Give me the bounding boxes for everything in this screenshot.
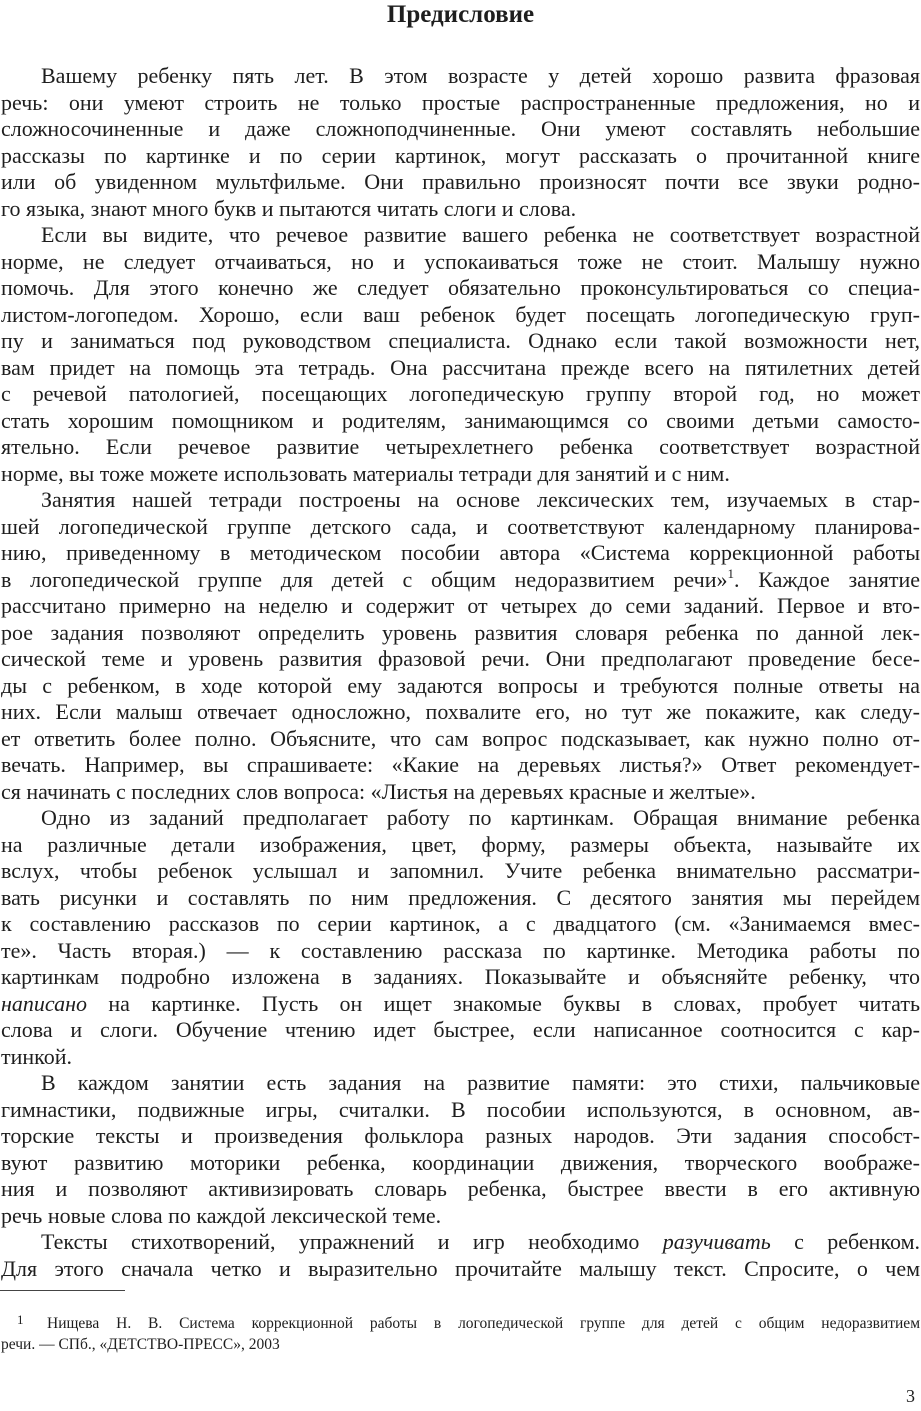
text-line: картинкам подробно изложена в заданиях. Показывайте и объясняйте ребенку, что xyxy=(1,964,920,989)
text-line: Для этого сначала четко и выразительно прочитайте малышу текст. Спросите, о чем xyxy=(1,1255,920,1281)
text-line: вам придет на помощь эта тетрадь. Она рассчитана прежде всего на пятилетних детей xyxy=(1,354,920,380)
text-line: вслух, чтобы ребенок услышал и запомнил. Учите ребенка внимательно рассматри- xyxy=(1,858,920,883)
text-line: Занятия нашей тетради построены на основе лексических тем, изучаемых в стар- xyxy=(41,487,920,512)
text-line xyxy=(1,991,920,1018)
text-line: рое задания позволяют определить уровень развития словаря ребенка по данной лек- xyxy=(1,619,920,645)
text-line: речь: они умеют строить не только простые распространенные предложения, но и xyxy=(1,89,920,115)
text-line: слова и слоги. Обучение чтению идет быстрее, если написанное соотносится с кар- xyxy=(1,1017,920,1042)
paragraph xyxy=(1,487,920,805)
text-line: них. Если малыш отвечает односложно, похвалите его, но тут же покажите, как следу- xyxy=(1,699,920,724)
text-line: или об увиденном мультфильме. Они правильно произносят почти все звуки родно- xyxy=(1,169,920,194)
paragraph xyxy=(1,222,920,487)
paragraph xyxy=(1,1229,920,1282)
text-line: рассказы по картинке и по серии картинок, могут рассказать о прочитанной книге xyxy=(1,142,920,168)
text-segment: на картинке. Пусть он ищет знакомые буквы в словах, пробует читать xyxy=(87,990,920,1016)
text-line: Одно из заданий предполагает работу по картинкам. Обращая внимание ребенка xyxy=(41,805,920,830)
text-line: к составлению рассказов по серии картинок, а с двадцатого (см. «Занимаемся вмес- xyxy=(1,911,920,936)
text-line: гимнастики, подвижные игры, считалки. В пособии используются, в основном, ав- xyxy=(1,1096,920,1122)
emphasis: разучивать xyxy=(662,1229,771,1254)
text-line: ятельно. Если речевое развитие четырехлетнего ребенка соответствует возрастной xyxy=(1,434,920,459)
page-title: Предисловие xyxy=(386,1,535,28)
text-segment: с ребенком. xyxy=(770,1229,920,1254)
text-line: шей логопедической группе детского сада, и соответствуют календарному планирова- xyxy=(1,513,920,539)
footnote-number xyxy=(1,1313,47,1334)
footnote-marker: 1 xyxy=(17,1313,24,1327)
text-line: сложносочиненные и даже сложноподчиненные. Они умеют составлять небольшие xyxy=(1,116,920,141)
paragraph xyxy=(1,63,920,222)
text-segment: в логопедической группе для детей с общим недоразвитием речи» xyxy=(1,566,728,592)
body-text xyxy=(1,63,920,1282)
text-line: В каждом занятии есть задания на развитие памяти: это стихи, пальчиковые xyxy=(41,1070,920,1095)
text-line: норме, вы тоже можете использовать материалы тетради для занятий и с ним. xyxy=(1,460,730,486)
text-line: помочь. Для этого конечно же следует обязательно проконсультироваться со специа- xyxy=(1,275,920,300)
footnote-line: речи. — СПб., «ДЕТСТВО-ПРЕСС», 2003 xyxy=(1,1336,280,1353)
paragraph xyxy=(1,805,920,1070)
footnote xyxy=(1,1313,920,1355)
text-line: стать хорошим помощником и родителям, занимающимся со своими детьми самосто- xyxy=(1,407,920,433)
text-line: ния и позволяют активизировать словарь ребенка, быстрее ввести в его активную xyxy=(1,1176,920,1201)
text-line: те». Часть вторая.) — к составлению рассказа по картинке. Методика работы по xyxy=(1,937,920,963)
text-line: Если вы видите, что речевое развитие вашего ребенка не соответствует возрастной xyxy=(41,222,920,247)
paragraph xyxy=(1,1070,920,1229)
footnote-reference: 1 xyxy=(727,566,734,581)
text-line: ет ответить более полно. Объясните, что сам вопрос подсказывает, как нужно полно от- xyxy=(1,725,920,751)
text-line: на различные детали изображения, цвет, форму, размеры объекта, называйте их xyxy=(1,831,920,857)
text-segment: Тексты стихотворений, упражнений и игр необходимо xyxy=(41,1229,663,1254)
footnote-text: Нищева Н. В. Система коррекционной работы в логопедической группе для детей с общим недоразвитием xyxy=(47,1315,920,1332)
text-line: тинкой. xyxy=(1,1043,73,1069)
text-line: рассчитано примерно на неделю и содержит от четырех до семи заданий. Первое и вто- xyxy=(1,593,920,618)
footnote-line xyxy=(1,1313,920,1334)
text-line: вечать. Например, вы спрашиваете: «Какие на деревьях листья?» Ответ рекомендует- xyxy=(1,752,920,777)
text-line: го языка, знают много букв и пытаются читать слоги и слова. xyxy=(1,195,577,221)
text-line: вать рисунки и составлять по ним предложения. С десятого занятия мы перейдем xyxy=(1,884,920,910)
text-line: речь новые слова по каждой лексической теме. xyxy=(1,1202,442,1228)
text-line: торские тексты и произведения фольклора разных народов. Эти задания способст- xyxy=(1,1123,920,1148)
text-line xyxy=(1,1229,920,1256)
page-number: 3 xyxy=(906,1386,915,1406)
text-line: ды с ребенком, в ходе которой ему задаются вопросы и требуются полные ответы на xyxy=(1,672,920,698)
text-line: сической теме и уровень развития фразовой речи. Они предполагают проведение бесе- xyxy=(1,646,920,671)
text-line: ся начинать с последних слов вопроса: «Листья на деревьях красные и желтые». xyxy=(1,778,756,804)
text-line: с речевой патологией, посещающих логопедическую группу второй год, но может xyxy=(1,381,920,406)
text-line: Вашему ребенку пять лет. В этом возрасте у детей хорошо развита фразовая xyxy=(41,63,920,88)
text-line: норме, не следует отчаиваться, но и успокаиваться тоже не стоит. Малышу нужно xyxy=(1,248,920,274)
text-line: пу и заниматься под руководством специалиста. Однако если такой возможности нет, xyxy=(1,328,920,353)
text-line: вуют развитию моторики ребенка, координации движения, творческого воображе- xyxy=(1,1149,920,1175)
text-line xyxy=(1,567,920,594)
text-segment: . Каждое занятие xyxy=(733,566,920,592)
emphasis: написано xyxy=(1,990,88,1016)
footnote-separator xyxy=(0,1290,125,1291)
text-line: нию, приведенному в методическом пособии автора «Система коррекционной работы xyxy=(1,540,920,565)
text-line: листом-логопедом. Хорошо, если ваш ребенок будет посещать логопедическую груп- xyxy=(1,301,920,327)
